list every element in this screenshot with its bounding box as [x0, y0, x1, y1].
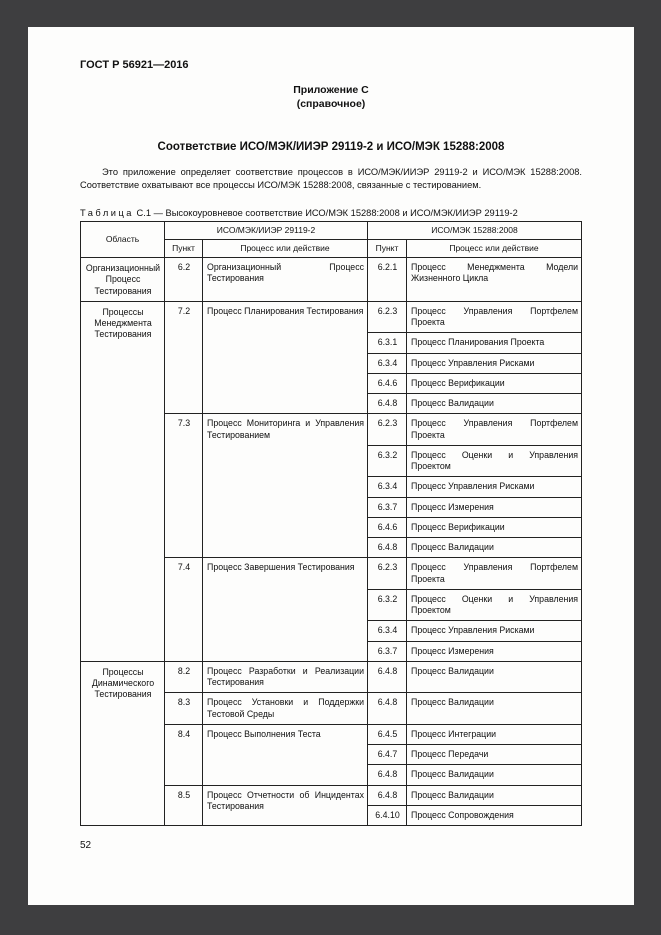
clause-cell-15288: 6.3.7: [368, 497, 407, 517]
section-title: Соответствие ИСО/МЭК/ИИЭР 29119-2 и ИСО/МЭК 15288:2008: [157, 141, 505, 154]
process-cell-15288: Процесс Планирования Проекта: [407, 333, 582, 353]
annex-heading: [80, 84, 582, 111]
process-cell-29119: Процесс Выполнения Теста: [203, 724, 368, 785]
process-cell-15288: Процесс Сопровождения: [407, 805, 582, 825]
clause-cell-15288: 6.3.1: [368, 333, 407, 353]
table-caption-text: Высокоуровневое соответствие ИСО/МЭК 15288:2008 и ИСО/МЭК/ИИЭР 29119-2: [165, 208, 518, 219]
process-cell-15288: Процесс Валидации: [407, 693, 582, 725]
area-cell: Процессы Менеджмента Тестирования: [81, 301, 165, 661]
clause-cell-29119: 8.5: [165, 785, 203, 826]
process-cell-15288: Процесс Управления Рисками: [407, 353, 582, 373]
process-cell-15288: Процесс Валидации: [407, 765, 582, 785]
area-cell: Процессы Динамического Тестирования: [81, 661, 165, 825]
clause-cell-29119: 8.4: [165, 724, 203, 785]
col-header-process-right: Процесс или действие: [407, 240, 582, 258]
table-row: [81, 258, 582, 302]
table-row: [81, 661, 582, 693]
process-cell-15288: Процесс Управления Рисками: [407, 621, 582, 641]
clause-cell-15288: 6.4.6: [368, 373, 407, 393]
process-cell-15288: Процесс Управления Портфелем Проекта: [407, 301, 582, 333]
process-cell-15288: Процесс Валидации: [407, 394, 582, 414]
col-header-area: Область: [81, 222, 165, 258]
process-cell-29119: Процесс Отчетности об Инцидентах Тестирования: [203, 785, 368, 826]
clause-cell-29119: 6.2: [165, 258, 203, 302]
col-header-process-left: Процесс или действие: [203, 240, 368, 258]
area-cell: Организационный Процесс Тестирования: [81, 258, 165, 302]
process-cell-15288: Процесс Валидации: [407, 785, 582, 805]
clause-cell-29119: 8.3: [165, 693, 203, 725]
clause-cell-15288: 6.3.2: [368, 589, 407, 621]
clause-cell-15288: 6.4.8: [368, 394, 407, 414]
process-cell-15288: Процесс Передачи: [407, 745, 582, 765]
process-cell-15288: Процесс Управления Портфелем Проекта: [407, 558, 582, 590]
clause-cell-15288: 6.3.4: [368, 621, 407, 641]
document-page: [28, 27, 634, 905]
process-cell-29119: Процесс Мониторинга и Управления Тестированием: [203, 414, 368, 558]
col-header-iso-15288: ИСО/МЭК 15288:2008: [368, 222, 582, 240]
table-body: [81, 258, 582, 826]
process-cell-15288: Процесс Измерения: [407, 641, 582, 661]
clause-cell-15288: 6.4.8: [368, 661, 407, 693]
process-cell-29119: Процесс Завершения Тестирования: [203, 558, 368, 662]
process-cell-29119: Процесс Установки и Поддержки Тестовой Среды: [203, 693, 368, 725]
clause-cell-15288: 6.2.3: [368, 301, 407, 333]
table-caption-dash: —: [153, 208, 163, 219]
clause-cell-15288: 6.4.6: [368, 517, 407, 537]
col-header-clause-left: Пункт: [165, 240, 203, 258]
clause-cell-29119: 7.3: [165, 414, 203, 558]
clause-cell-15288: 6.4.7: [368, 745, 407, 765]
process-cell-15288: Процесс Валидации: [407, 661, 582, 693]
clause-cell-15288: 6.2.1: [368, 258, 407, 302]
clause-cell-15288: 6.2.3: [368, 558, 407, 590]
table-row: [81, 301, 582, 333]
annex-label: Приложение С: [293, 84, 369, 96]
process-cell-29119: Организационный Процесс Тестирования: [203, 258, 368, 302]
process-cell-15288: Процесс Верификации: [407, 373, 582, 393]
clause-cell-15288: 6.2.3: [368, 414, 407, 446]
process-cell-29119: Процесс Разработки и Реализации Тестирования: [203, 661, 368, 693]
correspondence-table: [80, 221, 582, 826]
process-cell-15288: Процесс Управления Рисками: [407, 477, 582, 497]
process-cell-15288: Процесс Интеграции: [407, 724, 582, 744]
table-caption: [80, 208, 582, 218]
table-header-row-groups: [81, 222, 582, 240]
clause-cell-15288: 6.4.5: [368, 724, 407, 744]
process-cell-15288: Процесс Валидации: [407, 538, 582, 558]
clause-cell-15288: 6.3.2: [368, 445, 407, 477]
document-code: ГОСТ Р 56921—2016: [80, 59, 189, 71]
col-header-iso-29119: ИСО/МЭК/ИИЭР 29119-2: [165, 222, 368, 240]
clause-cell-15288: 6.3.7: [368, 641, 407, 661]
clause-cell-15288: 6.3.4: [368, 477, 407, 497]
clause-cell-29119: 8.2: [165, 661, 203, 693]
process-cell-15288: Процесс Измерения: [407, 497, 582, 517]
clause-cell-15288: 6.4.10: [368, 805, 407, 825]
process-cell-15288: Процесс Управления Портфелем Проекта: [407, 414, 582, 446]
table-header: [81, 222, 582, 258]
clause-cell-15288: 6.4.8: [368, 693, 407, 725]
clause-cell-15288: 6.4.8: [368, 785, 407, 805]
clause-cell-29119: 7.4: [165, 558, 203, 662]
clause-cell-15288: 6.4.8: [368, 765, 407, 785]
process-cell-15288: Процесс Верификации: [407, 517, 582, 537]
process-cell-29119: Процесс Планирования Тестирования: [203, 301, 368, 414]
table-caption-number: С.1: [136, 208, 152, 219]
clause-cell-15288: 6.4.8: [368, 538, 407, 558]
intro-paragraph: Это приложение определяет соответствие процессов в ИСО/МЭК/ИИЭР 29119-2 и ИСО/МЭК 15288:2008. Соответствие охватывают все процессы ИСО/МЭК 15288:2008, связанные с тестированием.: [80, 167, 582, 190]
clause-cell-29119: 7.2: [165, 301, 203, 414]
col-header-clause-right: Пункт: [368, 240, 407, 258]
process-cell-15288: Процесс Менеджмента Модели Жизненного Цикла: [407, 258, 582, 302]
process-cell-15288: Процесс Оценки и Управления Проектом: [407, 589, 582, 621]
table-caption-word: Таблица: [80, 208, 134, 219]
page-content: [28, 27, 634, 826]
page-number: 52: [80, 840, 92, 851]
annex-kind: (справочное): [296, 97, 366, 110]
process-cell-15288: Процесс Оценки и Управления Проектом: [407, 445, 582, 477]
clause-cell-15288: 6.3.4: [368, 353, 407, 373]
